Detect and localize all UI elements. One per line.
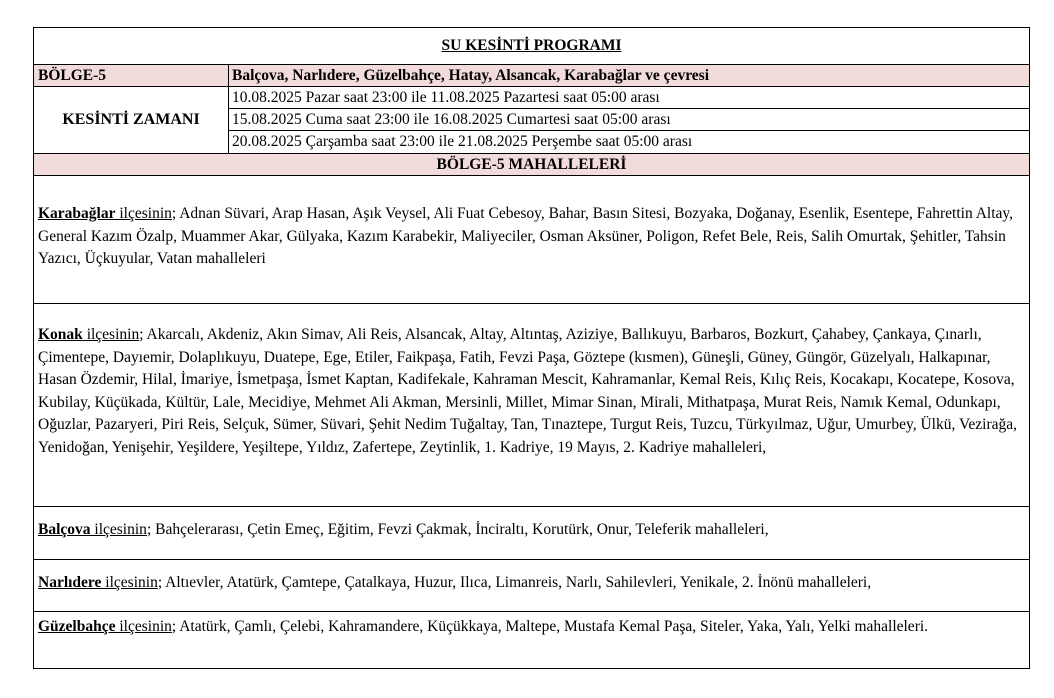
cut-time-label: KESİNTİ ZAMANI: [34, 87, 229, 153]
district-guzelbahce: [34, 612, 1029, 668]
water-cut-program-table: [33, 27, 1030, 669]
cut-time-slots: [229, 87, 1029, 153]
district-neighborhoods: ; Bahçelerarası, Çetin Emeç, Eğitim, Fevzi Çakmak, İnciraltı, Korutürk, Onur, Teleferik mahalleleri,: [146, 521, 769, 538]
region-areas: Balçova, Narlıdere, Güzelbahçe, Hatay, Alsancak, Karabağlar ve çevresi: [232, 66, 710, 84]
cut-time-slot: 15.08.2025 Cuma saat 23:00 ile 16.08.2025 Cumartesi saat 05:00 arası: [229, 109, 1029, 131]
district-neighborhoods: ; Atatürk, Çamlı, Çelebi, Kahramandere, Küçükkaya, Maltepe, Mustafa Kemal Paşa, Siteler, Yaka, Yalı, Yelki mahalleleri.: [171, 618, 929, 635]
district-name: Karabağlar ilçesinin: [38, 205, 172, 222]
cut-time-slot: 20.08.2025 Çarşamba saat 23:00 ile 21.08.2025 Perşembe saat 05:00 arası: [232, 133, 693, 150]
district-karabaglar: [34, 176, 1029, 304]
district-name: Konak ilçesinin: [38, 326, 140, 343]
district-name: Narlıdere ilçesinin: [38, 574, 158, 591]
cut-time-row: [34, 87, 1029, 154]
district-name: Balçova ilçesinin: [38, 521, 147, 538]
district-balcova: [34, 507, 1029, 560]
district-neighborhoods: ; Akarcalı, Akdeniz, Akın Simav, Ali Reis, Alsancak, Altay, Altıntaş, Aziziye, Ballıkuyu, Barbaros, Bozkurt, Çahabey, Çankaya, Çınarlı, Çimentepe, Dayıemir, Dolaplıkuyu, Duatepe, Ege, Etiler, Faikpaşa, Fatih, Fevzi Paşa, Göztepe (kısmen), Güneşli, Güney, Güngör, Güzelyalı, Halkapınar, Hasan Özdemir, Hilal, İmariye, İsmetpaşa, İsmet Kaptan, Kadifekale, Kahraman Mescit, Kahramanlar, Kemal Reis, Kılıç Reis, Kocakapı, Kocatepe, Kosova, Kubilay, Küçükada, Kültür, Lale, Mecidiye, Mehmet Ali Akman, Mersinli, Millet, Mimar Sinan, Mirali, Mithatpaşa, Murat Reis, Namık Kemal, Odunkapı, Oğuzlar, Pazaryeri, Piri Reis, Selçuk, Sümer, Süvari, Şehit Nedim Tuğaltay, Tan, Tınaztepe, Turgut Reis, Tuzcu, Türkyılmaz, Uğur, Umurbey, Ülkü, Vezirağa, Yenidoğan, Yenişehir, Yeşildere, Yeşiltepe, Yıldız, Zafertepe, Zeytinlik, 1. Kadriye, 19 Mayıs, 2. Kadriye mahalleleri,: [38, 326, 1018, 456]
region-row: [34, 65, 1029, 87]
district-konak: [34, 304, 1029, 507]
district-name: Güzelbahçe ilçesinin: [38, 618, 172, 635]
district-neighborhoods: ; Altıevler, Atatürk, Çamtepe, Çatalkaya, Huzur, Ilıca, Limanreis, Narlı, Sahilevleri, Yenikale, 2. İnönü mahalleleri,: [157, 574, 872, 591]
district-narlidere: [34, 560, 1029, 612]
district-neighborhoods: ; Adnan Süvari, Arap Hasan, Aşık Veysel, Ali Fuat Cebesoy, Bahar, Basın Sitesi, Bozyaka, Doğanay, Esenlik, Esentepe, Fahrettin Altay, General Kazım Özalp, Muammer Akar, Gülyaka, Kazım Karabekir, Maliyeciler, Osman Aksüner, Poligon, Refet Bele, Reis, Salih Omurtak, Şehitler, Tahsin Yazıcı, Üçkuyular, Vatan mahalleleri: [38, 205, 1014, 267]
cut-time-slot: 10.08.2025 Pazar saat 23:00 ile 11.08.2025 Pazartesi saat 05:00 arası: [229, 87, 1029, 109]
region-label: BÖLGE-5: [34, 65, 229, 86]
document-title: SU KESİNTİ PROGRAMI: [34, 28, 1029, 65]
neighborhoods-header: BÖLGE-5 MAHALLELERİ: [34, 154, 1029, 176]
